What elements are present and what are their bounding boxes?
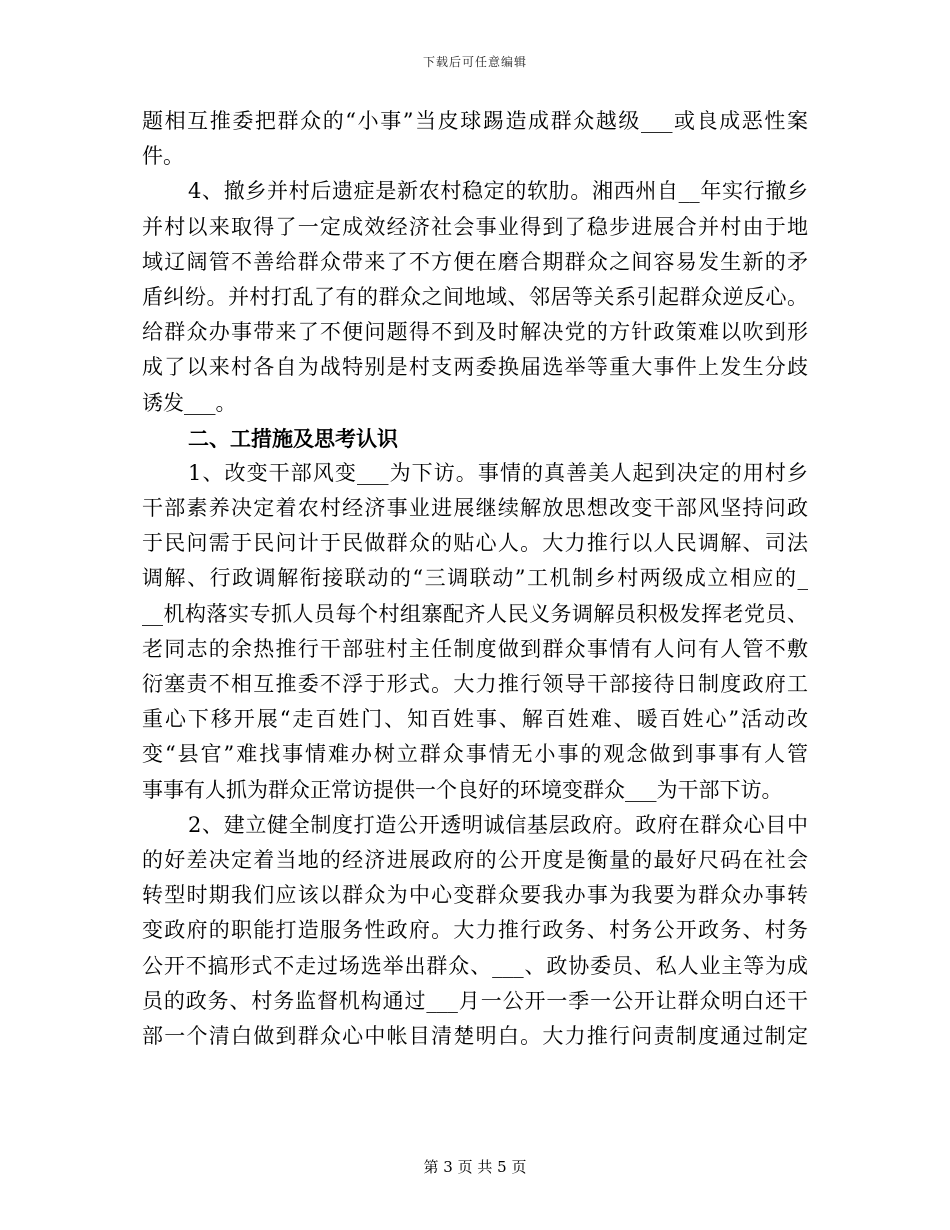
text-line: 2、建立健全制度打造公开透明诚信基层政府。政府在群众心目中 bbox=[188, 812, 808, 837]
text-line: 盾纠纷。并村打乱了有的群众之间地域、邻居等关系引起群众逆反心。 bbox=[142, 284, 808, 309]
text-line: 老同志的余热推行干部驻村主任制度做到群众事情有人问有人管不敷 bbox=[142, 636, 808, 661]
text-line: 的好差决定着当地的经济进展政府的公开度是衡量的最好尺码在社会 bbox=[142, 847, 808, 872]
text-line: 题相互推委把群众的“小事”当皮球踢造成群众越级___或良成恶性案 bbox=[142, 109, 808, 133]
text-line: 并村以来取得了一定成效经济社会事业得到了稳步进展合并村由于地 bbox=[142, 214, 808, 239]
text-line: 事事有人抓为群众正常访提供一个良好的环境变群众___为干部下访。 bbox=[142, 777, 783, 802]
text-line: 转型时期我们应该以群众为中心变群众要我办事为我要为群众办事转 bbox=[142, 883, 808, 908]
text-line: 件。 bbox=[142, 144, 184, 169]
text-line: __机构落实专抓人员每个村组寨配齐人民义务调解员积极发挥老党员、 bbox=[142, 601, 808, 626]
text-line: 1、改变干部风变___为下访。事情的真善美人起到决定的用村乡 bbox=[188, 460, 808, 485]
text-line: 调解、行政调解衔接联动的“三调联动”工机制乡村两级成立相应的_ bbox=[142, 566, 808, 591]
text-line: 变“县官”难找事情难办树立群众事情无小事的观念做到事事有人管 bbox=[142, 742, 808, 767]
text-line: 部一个清白做到群众心中帐目清楚明白。大力推行问责制度通过制定 bbox=[142, 1023, 808, 1048]
page-header: 下载后可任意编辑 bbox=[422, 55, 527, 69]
text-line: 公开不搞形式不走过场选举出群众、___、政协委员、私人业主等为成 bbox=[142, 953, 808, 978]
text-line: 域辽阔管不善给群众带来了不方便在磨合期群众之间容易发生新的矛 bbox=[142, 249, 808, 274]
text-line: 重心下移开展“走百姓门、知百姓事、解百姓难、暖百姓心”活动改 bbox=[142, 707, 808, 732]
text-line: 诱发___。 bbox=[142, 390, 237, 415]
text-line: 变政府的职能打造服务性政府。大力推行政务、村务公开政务、村务 bbox=[142, 918, 808, 943]
text-line: 给群众办事带来了不便问题得不到及时解决党的方针政策难以吹到形 bbox=[142, 320, 808, 345]
text-line: 成了以来村各自为战特别是村支两委换届选举等重大事件上发生分歧 bbox=[142, 355, 808, 380]
section-heading: 二、工措施及思考认识 bbox=[188, 425, 398, 451]
page-footer: 第 3 页 共 5 页 bbox=[423, 1158, 527, 1176]
document-body bbox=[142, 104, 808, 1054]
text-line: 4、撤乡并村后遗症是新农村稳定的软肋。湘西州自__年实行撤乡 bbox=[188, 179, 808, 204]
text-line: 员的政务、村务监督机构通过___月一公开一季一公开让群众明白还干 bbox=[142, 988, 808, 1013]
text-line: 于民问需于民问计于民做群众的贴心人。大力推行以人民调解、司法 bbox=[142, 531, 808, 556]
text-line: 衍塞责不相互推委不浮于形式。大力推行领导干部接待日制度政府工 bbox=[142, 672, 808, 696]
text-line: 干部素养决定着农村经济事业进展继续解放思想改变干部风坚持问政 bbox=[142, 496, 808, 521]
